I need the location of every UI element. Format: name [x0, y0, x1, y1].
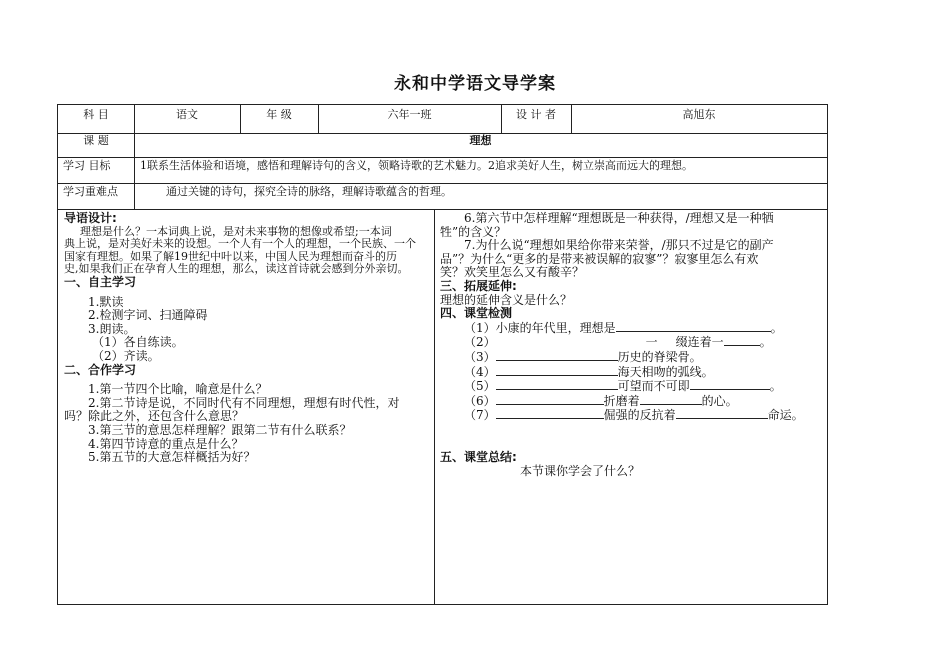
intro-line: 国家有理想。如果了解19世纪中叶以来，中国人民为理想而奋斗的历	[64, 249, 397, 263]
fill-item	[440, 335, 823, 350]
subject-value: 语文	[176, 108, 198, 121]
fill-text: 折磨着	[603, 393, 640, 408]
list-item: 吗？除此之外，还包含什么意思？	[64, 409, 245, 424]
list-item: 1.默读	[88, 294, 124, 309]
list-item: 2.第二节诗是说，不同时代有不同理想，理想有时代性，对	[88, 395, 400, 410]
sec4-heading: 四、课堂检测	[440, 306, 513, 321]
sec3-text: 理想的延伸含义是什么？	[440, 292, 573, 307]
fill-number: （6）	[464, 393, 496, 408]
subject-label: 科 目	[83, 108, 109, 121]
goal-value: 1联系生活体验和语境，感悟和理解诗句的含义，领略诗歌的艺术魅力。2追求美好人生，树立崇高而远大的理想。	[140, 159, 693, 172]
fill-text: 缀连着一	[675, 335, 724, 350]
fill-text: 。	[770, 320, 783, 335]
right-column	[440, 212, 823, 478]
fill-number: （4）	[464, 364, 496, 379]
fill-blank[interactable]	[496, 408, 604, 419]
grade-value: 六年一班	[387, 108, 432, 121]
list-item: 4.第四节诗意的重点是什么？	[88, 436, 244, 451]
fill-blank[interactable]	[496, 394, 604, 405]
page-title: 永和中学语文导学案	[394, 74, 556, 94]
fill-text: 可望而不可即	[617, 379, 690, 394]
goal-label: 学习 目标	[63, 159, 111, 172]
fill-spacer	[496, 336, 646, 346]
fill-blank[interactable]	[640, 394, 702, 405]
topic-value: 理想	[469, 134, 492, 147]
fill-blank[interactable]	[496, 365, 618, 376]
fill-spacer	[658, 336, 676, 346]
fill-number: （2）	[464, 335, 496, 350]
sec2-heading: 二、合作学习	[64, 362, 137, 377]
fill-item	[440, 408, 823, 423]
fill-blank[interactable]	[496, 350, 618, 361]
question-7-cont: 笑？欢笑里怎么又有酸辛？	[440, 265, 585, 280]
row-divider	[58, 209, 827, 210]
sec3-heading: 三、拓展延伸:	[440, 278, 517, 293]
fill-text: 海天相吻的弧线。	[617, 364, 714, 379]
fill-text: 小康的年代里，理想是	[495, 320, 616, 335]
fill-item	[440, 365, 823, 380]
lesson-plan-table	[57, 104, 828, 605]
intro-line: 理想是什么？一本词典上说，是对未来事物的想像或希望;一本词	[80, 224, 392, 238]
left-column	[64, 212, 430, 465]
fill-blank[interactable]	[496, 379, 618, 390]
list-item: （2）齐读。	[92, 348, 160, 363]
fill-number: （5）	[464, 379, 496, 394]
fill-number: （3）	[464, 349, 496, 364]
fill-blank[interactable]	[676, 408, 768, 419]
list-item: 3.第三节的意思怎样理解？跟第二节有什么联系？	[88, 422, 352, 437]
designer-label: 设 计 者	[516, 108, 556, 121]
intro-heading: 导语设计:	[64, 211, 117, 225]
fill-text: 历史的脊梁骨。	[617, 349, 702, 364]
sec5-heading: 五、课堂总结:	[440, 449, 517, 464]
fill-number: （7）	[464, 408, 496, 423]
list-item: （1）各自练读。	[92, 335, 184, 350]
row-divider	[58, 157, 827, 158]
question-6: 6.第六节中怎样理解“理想既是一种获得，/理想又是一种牺	[464, 211, 774, 225]
question-7: 7.为什么说“理想如果给你带来荣誉，/那只不过是它的副产	[464, 238, 774, 253]
fill-blank[interactable]	[616, 321, 771, 332]
fill-item	[440, 350, 823, 365]
question-6-cont: 牲”的含义？	[440, 224, 507, 239]
intro-line: 史,如果我们正在孕育人生的理想，那么，读这首诗就会感到分外亲切。	[64, 262, 409, 276]
list-item: 2.检测字词、扫通障碍	[88, 308, 208, 323]
list-item: 3.朗读。	[88, 321, 136, 336]
col-divider	[434, 209, 435, 604]
fill-blank[interactable]	[690, 379, 770, 390]
intro-line: 典上说，是对美好未来的设想。一个人有一个人的理想，一个民族、一个	[64, 237, 416, 251]
list-item: 5.第五节的大意怎样概括为好？	[88, 450, 256, 465]
fill-text: 一	[645, 335, 658, 350]
fill-item	[440, 394, 823, 409]
fill-item	[440, 379, 823, 394]
fill-item	[440, 321, 823, 336]
fill-text: 。	[759, 335, 772, 350]
grade-label: 年 级	[266, 108, 292, 121]
sec1-heading: 一、自主学习	[64, 274, 137, 289]
fill-text: 命运。	[767, 408, 804, 423]
row-divider	[58, 183, 827, 184]
fill-number: （1）	[464, 320, 496, 335]
fill-text: 。	[769, 379, 782, 394]
sec5-text: 本节课你学会了什么？	[520, 463, 641, 478]
fill-text: 倔强的反抗着	[603, 408, 676, 423]
key-label: 学习重难点	[63, 185, 118, 198]
fill-blank[interactable]	[724, 335, 760, 346]
key-value: 通过关键的诗句，探究全诗的脉络，理解诗歌蕴含的哲理。	[166, 185, 452, 198]
topic-label: 课 题	[83, 134, 109, 147]
fill-text: 的心。	[701, 393, 738, 408]
designer-value: 高旭东	[682, 108, 716, 121]
list-item: 1.第一节四个比喻，喻意是什么？	[88, 382, 268, 397]
question-7-cont: 品”？为什么“更多的是带来被误解的寂寥”？寂寥里怎么有欢	[440, 251, 759, 266]
